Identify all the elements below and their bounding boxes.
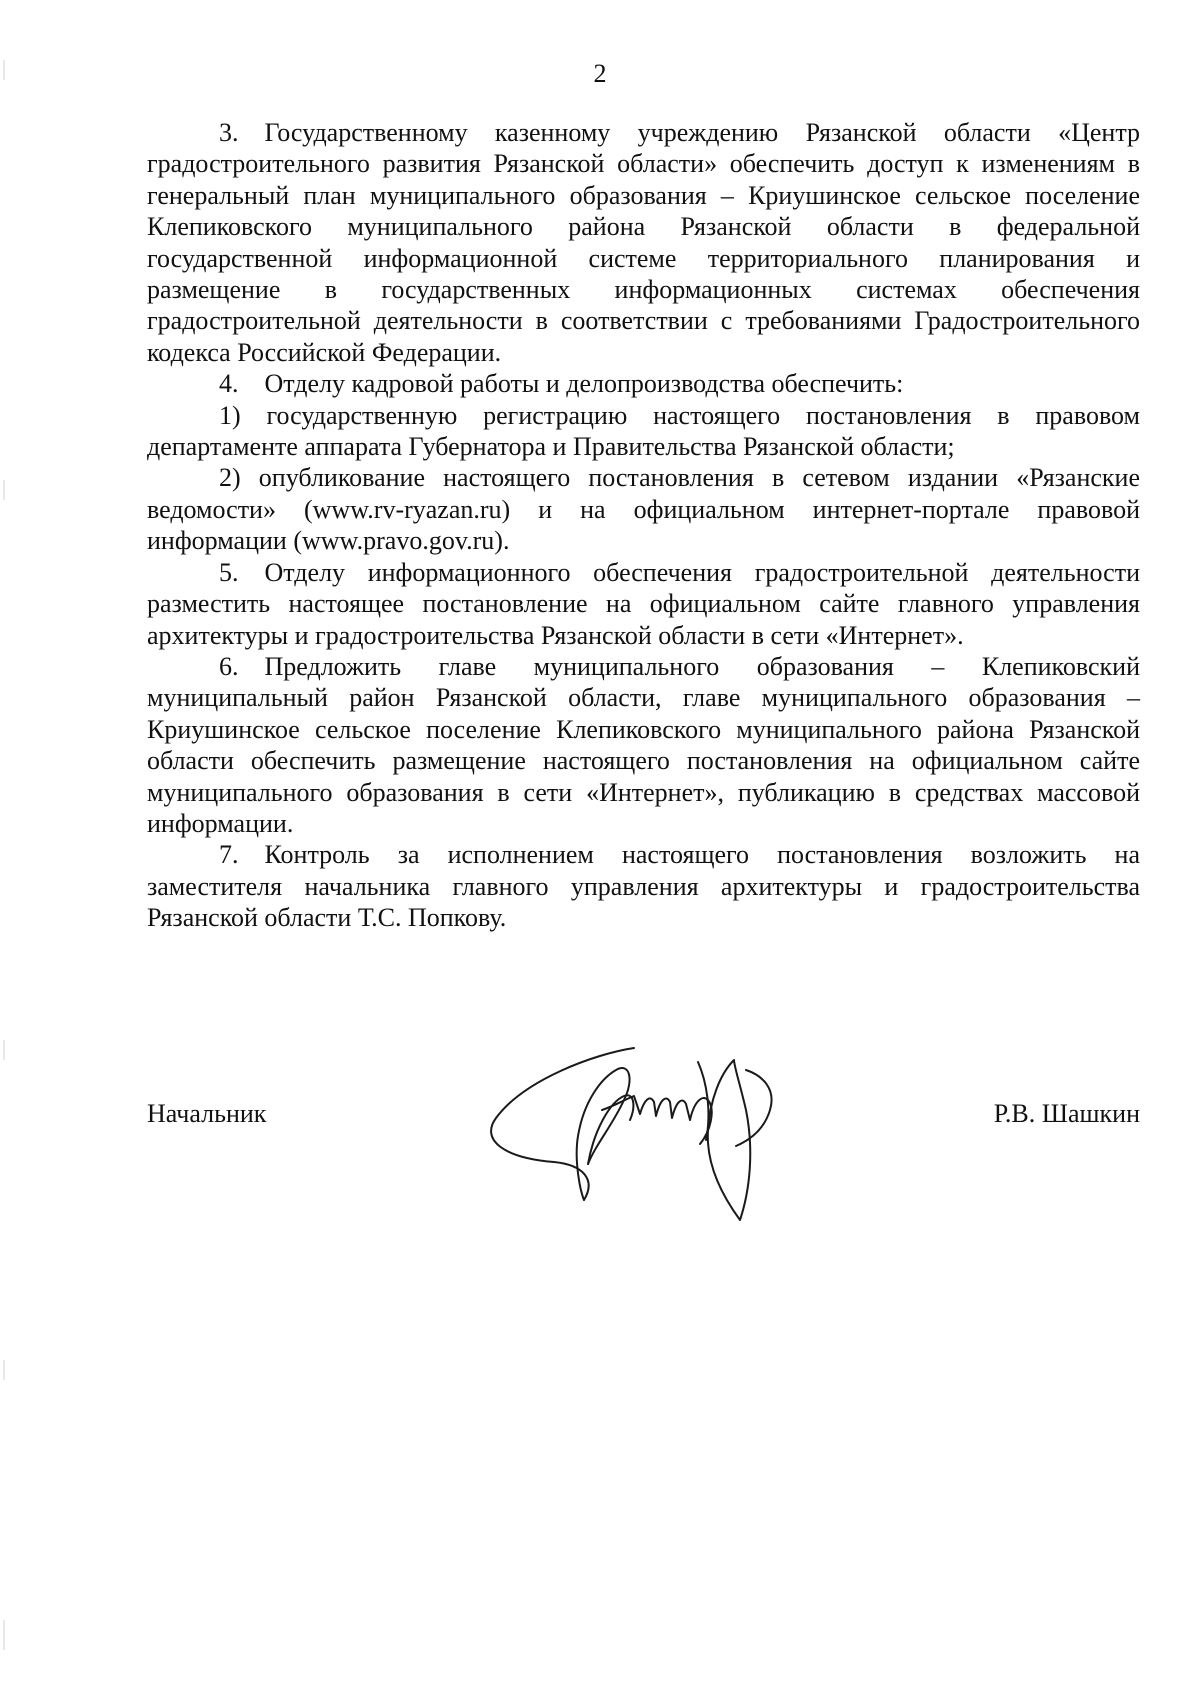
paragraph-6: 6. Предложить главе муниципального образования – Клепиковский муниципальный район Рязанской области, главе муниципального образования – Криушинское сельское поселение Клепиковского муниципального района Рязанской области обеспечить размещение настоящего постановления на официальном сайте муниципального образования в сети «Интернет», публикацию в средствах массовой информации. <box>147 651 1140 838</box>
paragraph-5: 5. Отделу информационного обеспечения градостроительной деятельности разместить настоящее постановление на официальном сайте главного управления архитектуры и градостроительства Рязанской области в сети «Интернет». <box>147 557 1140 650</box>
paragraph-4-item-2: 2) опубликование настоящего постановления в сетевом издании «Рязанские ведомости» (www.rv-ryazan.ru) и на официальном интернет-портале правовой информации (www.pravo.gov.ru). <box>147 463 1140 556</box>
paragraph-4: 4. Отделу кадровой работы и делопроизводства обеспечить: <box>219 369 904 399</box>
document-body <box>147 117 1140 934</box>
page-number: 2 <box>593 59 607 88</box>
paragraph-4-item-1: 1) государственную регистрацию настоящего постановления в правовом департаменте аппарата Губернатора и Правительства Рязанской области; <box>147 400 1140 462</box>
handwritten-signature <box>484 1040 804 1230</box>
scan-edge-marks <box>2 60 6 1660</box>
paragraph-7: 7. Контроль за исполнением настоящего постановления возложить на заместителя начальника главного управления архитектуры и градостроительства Рязанской области Т.С. Попкову. <box>147 840 1140 933</box>
signatory-name: Р.В. Шашкин <box>993 1099 1140 1128</box>
paragraph-3: 3. Государственному казенному учреждению Рязанской области «Центр градостроительного развития Рязанской области» обеспечить доступ к изменениям в генеральный план муниципального образования – Криушинское сельское поселение Клепиковского муниципального района Рязанской области в федеральной государственной информационной системе территориального планирования и размещение в государственных информационных системах обеспечения градостроительной деятельности в соответствии с требованиями Градостроительного кодекса Российской Федерации. <box>147 118 1140 367</box>
signatory-title: Начальник <box>147 1099 267 1128</box>
